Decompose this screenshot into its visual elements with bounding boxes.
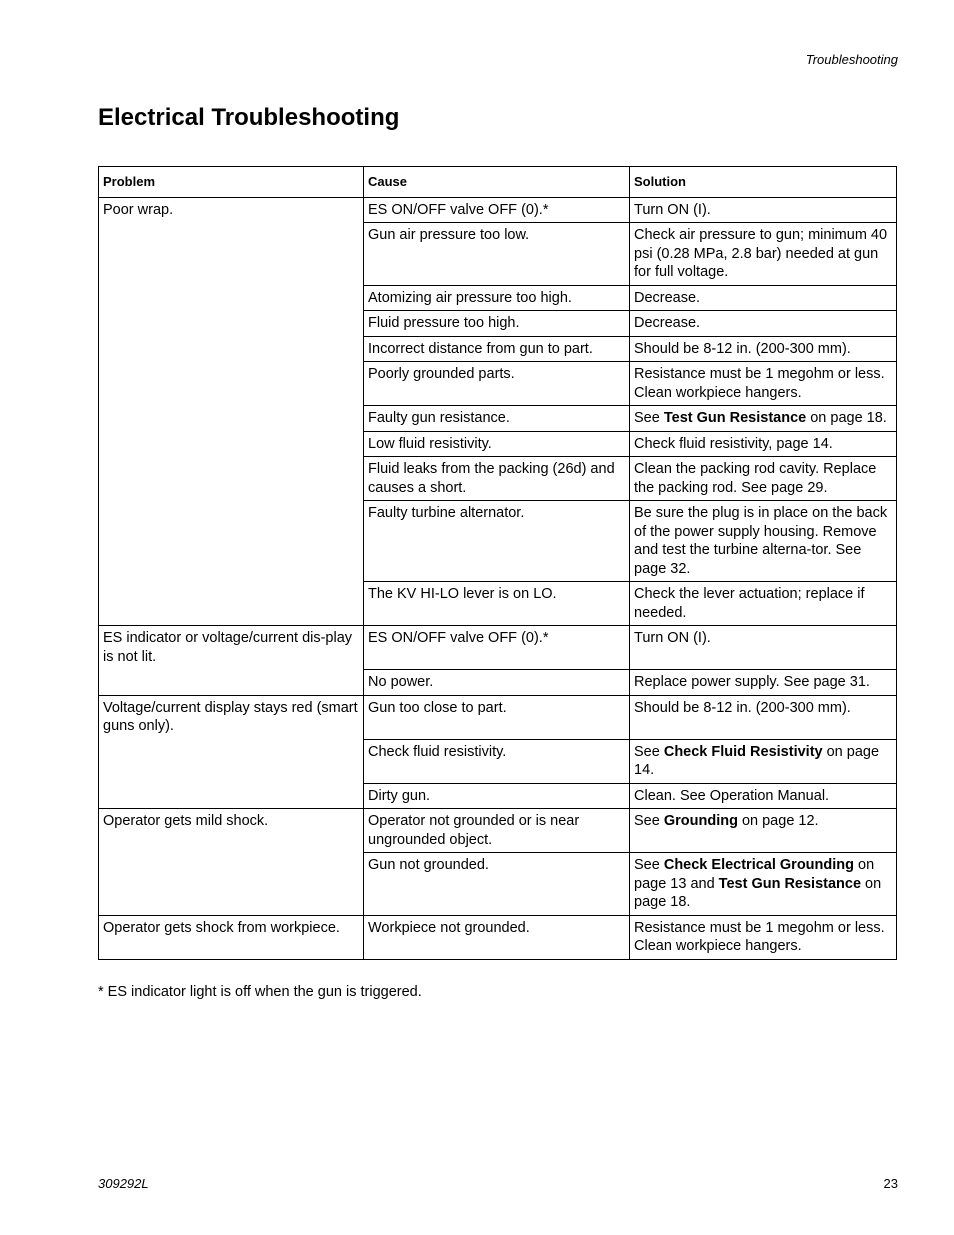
document-number: 309292L [98,1176,149,1191]
solution-text: Decrease. [634,289,701,306]
cause-cell: Faulty gun resistance. [364,406,630,432]
cause-cell: Dirty gun. [364,783,630,809]
solution-cell [630,311,897,337]
solution-cell [630,336,897,362]
solution-reference: Test Gun Resistance [663,410,807,426]
solution-cell [630,501,897,582]
solution-text: See [634,410,664,426]
cause-cell: Gun not grounded. [364,853,630,916]
problem-cell: ES indicator or voltage/current dis-play is not lit. [99,626,364,696]
solution-text: Clean the packing rod cavity. Replace the packing rod. See page 29. [634,461,877,496]
table-row [99,915,897,959]
cause-cell: Gun too close to part. [364,695,630,739]
table-body [99,197,897,959]
page-number: 23 [883,1176,898,1191]
solution-text: Check air pressure to gun; minimum 40 psi (0.28 MPa, 2.8 bar) needed at gun for full voltage. [634,227,888,280]
solution-cell [630,695,897,739]
column-header-cause: Cause [364,167,630,198]
cause-cell: Gun air pressure too low. [364,223,630,286]
solution-reference: Check Electrical Grounding [663,857,855,873]
cause-cell: Check fluid resistivity. [364,739,630,783]
running-header: Troubleshooting [805,52,898,67]
solution-reference: Test Gun Resistance [718,875,862,892]
cause-cell: Incorrect distance from gun to part. [364,336,630,362]
solution-cell [630,853,897,916]
table-header-row [99,167,897,198]
column-header-solution: Solution [630,167,897,198]
solution-text: Replace power supply. See page 31. [634,674,870,690]
solution-text: See [634,743,664,760]
cause-cell: Faulty turbine alternator. [364,501,630,582]
table-row [99,695,897,739]
problem-cell: Operator gets shock from workpiece. [99,915,364,959]
solution-cell [630,285,897,311]
cause-cell: The KV HI-LO lever is on LO. [364,582,630,626]
solution-reference: Check Fluid Resistivity [663,743,823,760]
solution-cell [630,626,897,670]
solution-text: Turn ON (I). [634,201,711,218]
solution-text: on page 18. [634,875,882,910]
solution-text: Turn ON (I). [634,630,711,646]
solution-text: Resistance must be 1 megohm or less. Clean workpiece hangers. [634,366,885,401]
table-row [99,197,897,223]
cause-cell: ES ON/OFF valve OFF (0).* [364,197,630,223]
solution-text: Should be 8-12 in. (200-300 mm). [634,699,851,716]
solution-cell [630,362,897,406]
solution-cell [630,582,897,626]
solution-text: on page 18. [806,410,887,426]
cause-cell: Fluid leaks from the packing (26d) and causes a short. [364,457,630,501]
solution-text: on page 14. [634,743,880,778]
solution-cell [630,809,897,853]
solution-cell [630,783,897,809]
solution-cell [630,915,897,959]
solution-reference: Grounding [663,813,738,829]
cause-cell: Poorly grounded parts. [364,362,630,406]
solution-text: Decrease. [634,315,701,331]
problem-cell: Voltage/current display stays red (smart guns only). [99,695,364,809]
solution-text: Check the lever actuation; replace if needed. [634,586,865,621]
footnote: * ES indicator light is off when the gun is triggered. [98,984,422,1000]
solution-cell [630,739,897,783]
solution-cell [630,670,897,696]
cause-cell: No power. [364,670,630,696]
solution-text: Resistance must be 1 megohm or less. Clean workpiece hangers. [634,919,885,954]
solution-text: Clean. See Operation Manual. [634,787,830,804]
solution-text: See [634,857,664,873]
troubleshooting-table [98,166,897,960]
problem-cell: Poor wrap. [99,197,364,626]
cause-cell: Operator not grounded or is near ungrounded object. [364,809,630,853]
table-row [99,809,897,853]
solution-text: Check fluid resistivity, page 14. [634,435,833,452]
cause-cell: Atomizing air pressure too high. [364,285,630,311]
solution-text: Should be 8-12 in. (200-300 mm). [634,340,851,357]
cause-cell: Workpiece not grounded. [364,915,630,959]
cause-cell: Fluid pressure too high. [364,311,630,337]
problem-cell: Operator gets mild shock. [99,809,364,916]
solution-text: See [634,813,664,829]
solution-text: Be sure the plug is in place on the back of the power supply housing. Remove and test the turbine alterna-tor. See page 32. [634,505,888,577]
solution-cell [630,406,897,432]
solution-cell [630,197,897,223]
solution-text: on page 13 and [634,857,875,892]
column-header-problem: Problem [99,167,364,198]
cause-cell: Low fluid resistivity. [364,431,630,457]
solution-text: on page 12. [737,813,819,829]
solution-cell [630,223,897,286]
solution-cell [630,431,897,457]
solution-cell [630,457,897,501]
cause-cell: ES ON/OFF valve OFF (0).* [364,626,630,670]
table-row [99,626,897,670]
page-title: Electrical Troubleshooting [98,104,400,131]
